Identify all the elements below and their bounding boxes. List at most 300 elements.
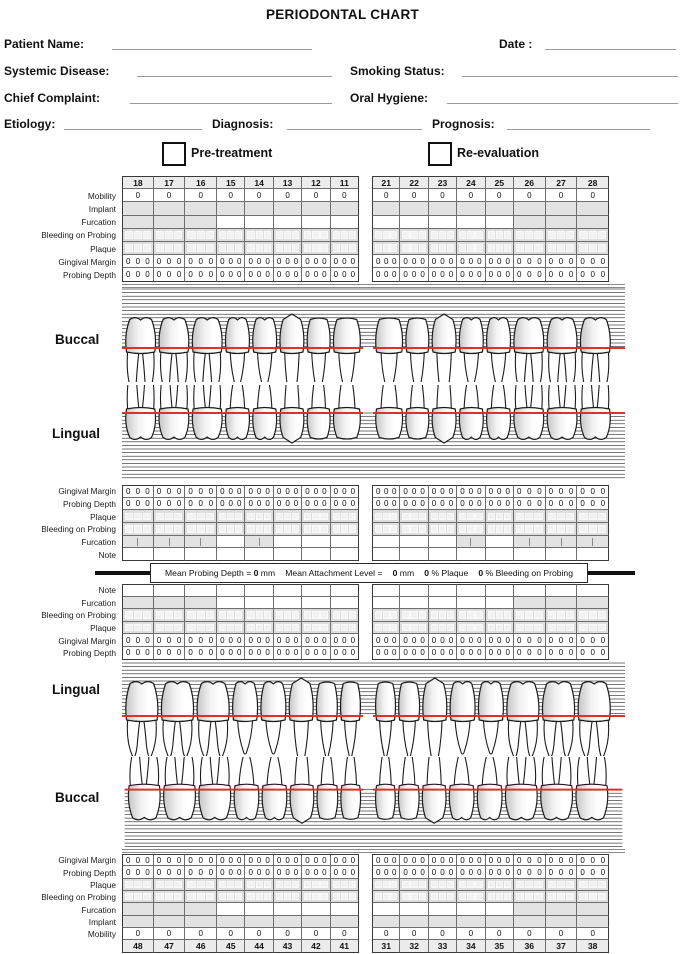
lower_top-probing_depth-45[interactable]: 0 0 0 bbox=[217, 647, 245, 660]
lower_bottom-plaque-38[interactable] bbox=[577, 879, 609, 891]
lower_top-furcation-46[interactable] bbox=[185, 597, 217, 610]
lower_top-gingival_margin-36[interactable]: 0 0 0 bbox=[514, 634, 546, 647]
lower_top-plaque-34[interactable] bbox=[457, 622, 485, 635]
patient-name-field[interactable] bbox=[112, 36, 312, 50]
lower_top-furcation-43[interactable] bbox=[274, 597, 302, 610]
lower_top-bop-41[interactable] bbox=[331, 609, 359, 622]
upper_top-gingival_margin-25[interactable]: 0 0 0 bbox=[486, 255, 514, 268]
upper_bottom-plaque-11[interactable] bbox=[331, 510, 359, 523]
upper_top-furcation-14[interactable] bbox=[245, 216, 273, 229]
upper_bottom-gingival_margin-25[interactable]: 0 0 0 bbox=[486, 485, 514, 498]
lower_top-bop-43[interactable] bbox=[274, 609, 302, 622]
lower_top-bop-34[interactable] bbox=[457, 609, 485, 622]
upper_top-mobility-17[interactable]: 0 bbox=[154, 189, 186, 202]
lower_top-gingival_margin-42[interactable]: 0 0 0 bbox=[302, 634, 330, 647]
upper_top-gingival_margin-28[interactable]: 0 0 0 bbox=[577, 255, 609, 268]
upper_bottom-gingival_margin-15[interactable]: 0 0 0 bbox=[217, 485, 245, 498]
lower_bottom-furcation-34[interactable] bbox=[457, 903, 485, 915]
upper_top-implant-28[interactable] bbox=[577, 202, 609, 215]
upper_top-plaque-25[interactable] bbox=[486, 242, 514, 255]
upper_top-probing_depth-15[interactable]: 0 0 0 bbox=[217, 268, 245, 281]
lower_bottom-furcation-47[interactable] bbox=[154, 903, 186, 915]
lower_top-bop-31[interactable] bbox=[372, 609, 400, 622]
upper_top-gingival_margin-11[interactable]: 0 0 0 bbox=[331, 255, 359, 268]
lower_bottom-gingival_margin-34[interactable]: 0 0 0 bbox=[457, 854, 485, 866]
upper_bottom-note-17[interactable] bbox=[154, 548, 186, 561]
prognosis-field[interactable] bbox=[507, 116, 650, 130]
upper_bottom-note-27[interactable] bbox=[546, 548, 578, 561]
lower_top-furcation-37[interactable] bbox=[546, 597, 578, 610]
upper_bottom-furcation-14[interactable] bbox=[245, 536, 273, 549]
lower_bottom-implant-47[interactable] bbox=[154, 916, 186, 928]
upper_top-bop-18[interactable] bbox=[122, 229, 154, 242]
lower_top-note-43[interactable] bbox=[274, 584, 302, 597]
upper_top-gingival_margin-15[interactable]: 0 0 0 bbox=[217, 255, 245, 268]
upper_bottom-bop-24[interactable] bbox=[457, 523, 485, 536]
upper_top-gingival_margin-22[interactable]: 0 0 0 bbox=[400, 255, 428, 268]
lower_top-note-47[interactable] bbox=[154, 584, 186, 597]
lower_bottom-mobility-47[interactable]: 0 bbox=[154, 928, 186, 940]
upper_bottom-gingival_margin-27[interactable]: 0 0 0 bbox=[546, 485, 578, 498]
lower_top-probing_depth-47[interactable]: 0 0 0 bbox=[154, 647, 186, 660]
lower_top-plaque-35[interactable] bbox=[486, 622, 514, 635]
upper_top-plaque-14[interactable] bbox=[245, 242, 273, 255]
upper_bottom-furcation-22[interactable] bbox=[400, 536, 428, 549]
lower_bottom-implant-45[interactable] bbox=[217, 916, 245, 928]
lower_bottom-gingival_margin-38[interactable]: 0 0 0 bbox=[577, 854, 609, 866]
upper_top-bop-27[interactable] bbox=[546, 229, 578, 242]
upper_top-implant-26[interactable] bbox=[514, 202, 546, 215]
lower_bottom-mobility-46[interactable]: 0 bbox=[185, 928, 217, 940]
lower_top-probing_depth-41[interactable]: 0 0 0 bbox=[331, 647, 359, 660]
upper_top-probing_depth-26[interactable]: 0 0 0 bbox=[514, 268, 546, 281]
upper_bottom-furcation-12[interactable] bbox=[302, 536, 330, 549]
upper_bottom-bop-16[interactable] bbox=[185, 523, 217, 536]
lower_bottom-furcation-32[interactable] bbox=[400, 903, 428, 915]
upper_bottom-gingival_margin-18[interactable]: 0 0 0 bbox=[122, 485, 154, 498]
upper_top-probing_depth-11[interactable]: 0 0 0 bbox=[331, 268, 359, 281]
upper_top-plaque-17[interactable] bbox=[154, 242, 186, 255]
upper_top-plaque-24[interactable] bbox=[457, 242, 485, 255]
lower_bottom-bop-31[interactable] bbox=[372, 891, 400, 903]
lower_top-plaque-46[interactable] bbox=[185, 622, 217, 635]
upper_top-implant-18[interactable] bbox=[122, 202, 154, 215]
upper_bottom-probing_depth-26[interactable]: 0 0 0 bbox=[514, 498, 546, 511]
upper_bottom-bop-11[interactable] bbox=[331, 523, 359, 536]
upper_top-bop-14[interactable] bbox=[245, 229, 273, 242]
lower_bottom-probing_depth-47[interactable]: 0 0 0 bbox=[154, 866, 186, 878]
date-field[interactable] bbox=[545, 36, 676, 50]
upper_top-bop-25[interactable] bbox=[486, 229, 514, 242]
upper_top-bop-26[interactable] bbox=[514, 229, 546, 242]
upper_top-probing_depth-28[interactable]: 0 0 0 bbox=[577, 268, 609, 281]
upper_top-probing_depth-17[interactable]: 0 0 0 bbox=[154, 268, 186, 281]
upper_top-bop-28[interactable] bbox=[577, 229, 609, 242]
upper_bottom-bop-18[interactable] bbox=[122, 523, 154, 536]
lower_bottom-gingival_margin-42[interactable]: 0 0 0 bbox=[302, 854, 330, 866]
upper_bottom-gingival_margin-21[interactable]: 0 0 0 bbox=[372, 485, 400, 498]
upper_top-implant-12[interactable] bbox=[302, 202, 330, 215]
lower_top-gingival_margin-32[interactable]: 0 0 0 bbox=[400, 634, 428, 647]
lower_top-bop-48[interactable] bbox=[122, 609, 154, 622]
upper_top-implant-24[interactable] bbox=[457, 202, 485, 215]
lower_bottom-bop-37[interactable] bbox=[546, 891, 578, 903]
upper_top-probing_depth-21[interactable]: 0 0 0 bbox=[372, 268, 400, 281]
upper_bottom-note-16[interactable] bbox=[185, 548, 217, 561]
lower_top-note-32[interactable] bbox=[400, 584, 428, 597]
lower_top-furcation-33[interactable] bbox=[429, 597, 457, 610]
upper_top-gingival_margin-13[interactable]: 0 0 0 bbox=[274, 255, 302, 268]
upper_top-gingival_margin-23[interactable]: 0 0 0 bbox=[429, 255, 457, 268]
lower_bottom-gingival_margin-41[interactable]: 0 0 0 bbox=[331, 854, 359, 866]
lower_bottom-mobility-48[interactable]: 0 bbox=[122, 928, 154, 940]
lower_bottom-implant-42[interactable] bbox=[302, 916, 330, 928]
lower_bottom-plaque-44[interactable] bbox=[245, 879, 273, 891]
lower_top-plaque-32[interactable] bbox=[400, 622, 428, 635]
lower_bottom-plaque-32[interactable] bbox=[400, 879, 428, 891]
upper_top-plaque-28[interactable] bbox=[577, 242, 609, 255]
upper_top-implant-11[interactable] bbox=[331, 202, 359, 215]
upper_bottom-gingival_margin-26[interactable]: 0 0 0 bbox=[514, 485, 546, 498]
lower_top-gingival_margin-37[interactable]: 0 0 0 bbox=[546, 634, 578, 647]
lower_top-note-35[interactable] bbox=[486, 584, 514, 597]
lower_top-probing_depth-35[interactable]: 0 0 0 bbox=[486, 647, 514, 660]
upper_bottom-plaque-21[interactable] bbox=[372, 510, 400, 523]
lower_bottom-implant-33[interactable] bbox=[429, 916, 457, 928]
lower_top-bop-37[interactable] bbox=[546, 609, 578, 622]
upper_top-plaque-15[interactable] bbox=[217, 242, 245, 255]
lower_top-plaque-31[interactable] bbox=[372, 622, 400, 635]
upper_top-furcation-13[interactable] bbox=[274, 216, 302, 229]
upper_top-mobility-16[interactable]: 0 bbox=[185, 189, 217, 202]
lower_bottom-mobility-31[interactable]: 0 bbox=[372, 928, 400, 940]
upper_top-implant-14[interactable] bbox=[245, 202, 273, 215]
upper_bottom-furcation-17[interactable] bbox=[154, 536, 186, 549]
upper_top-probing_depth-12[interactable]: 0 0 0 bbox=[302, 268, 330, 281]
lower_bottom-plaque-34[interactable] bbox=[457, 879, 485, 891]
upper_bottom-probing_depth-18[interactable]: 0 0 0 bbox=[122, 498, 154, 511]
chief-complaint-field[interactable] bbox=[130, 90, 332, 104]
lower_bottom-plaque-46[interactable] bbox=[185, 879, 217, 891]
lower_top-plaque-45[interactable] bbox=[217, 622, 245, 635]
lower_top-gingival_margin-34[interactable]: 0 0 0 bbox=[457, 634, 485, 647]
lower_bottom-mobility-43[interactable]: 0 bbox=[274, 928, 302, 940]
lower_bottom-plaque-41[interactable] bbox=[331, 879, 359, 891]
upper_bottom-plaque-23[interactable] bbox=[429, 510, 457, 523]
lower_top-gingival_margin-46[interactable]: 0 0 0 bbox=[185, 634, 217, 647]
lower_bottom-furcation-48[interactable] bbox=[122, 903, 154, 915]
lower_bottom-implant-31[interactable] bbox=[372, 916, 400, 928]
lower_top-gingival_margin-38[interactable]: 0 0 0 bbox=[577, 634, 609, 647]
lower_top-note-38[interactable] bbox=[577, 584, 609, 597]
lower_bottom-gingival_margin-31[interactable]: 0 0 0 bbox=[372, 854, 400, 866]
lower_bottom-mobility-32[interactable]: 0 bbox=[400, 928, 428, 940]
upper_top-implant-25[interactable] bbox=[486, 202, 514, 215]
lower_bottom-mobility-44[interactable]: 0 bbox=[245, 928, 273, 940]
lower_top-note-41[interactable] bbox=[331, 584, 359, 597]
lower_bottom-bop-36[interactable] bbox=[514, 891, 546, 903]
upper_bottom-plaque-22[interactable] bbox=[400, 510, 428, 523]
lower_top-gingival_margin-33[interactable]: 0 0 0 bbox=[429, 634, 457, 647]
upper_bottom-furcation-24[interactable] bbox=[457, 536, 485, 549]
upper_top-bop-22[interactable] bbox=[400, 229, 428, 242]
etiology-field[interactable] bbox=[64, 116, 202, 130]
lower_bottom-probing_depth-38[interactable]: 0 0 0 bbox=[577, 866, 609, 878]
lower_bottom-bop-48[interactable] bbox=[122, 891, 154, 903]
upper_top-mobility-25[interactable]: 0 bbox=[486, 189, 514, 202]
lower_bottom-bop-33[interactable] bbox=[429, 891, 457, 903]
lower_top-furcation-45[interactable] bbox=[217, 597, 245, 610]
upper_bottom-gingival_margin-11[interactable]: 0 0 0 bbox=[331, 485, 359, 498]
lower_bottom-mobility-45[interactable]: 0 bbox=[217, 928, 245, 940]
upper_top-probing_depth-14[interactable]: 0 0 0 bbox=[245, 268, 273, 281]
lower_top-furcation-41[interactable] bbox=[331, 597, 359, 610]
upper_top-furcation-18[interactable] bbox=[122, 216, 154, 229]
lower_top-note-46[interactable] bbox=[185, 584, 217, 597]
lower_bottom-implant-32[interactable] bbox=[400, 916, 428, 928]
upper_top-furcation-22[interactable] bbox=[400, 216, 428, 229]
smoking-status-field[interactable] bbox=[462, 63, 678, 77]
lower_bottom-gingival_margin-45[interactable]: 0 0 0 bbox=[217, 854, 245, 866]
lower_bottom-implant-41[interactable] bbox=[331, 916, 359, 928]
lower_top-furcation-34[interactable] bbox=[457, 597, 485, 610]
upper_bottom-bop-12[interactable] bbox=[302, 523, 330, 536]
upper_top-probing_depth-24[interactable]: 0 0 0 bbox=[457, 268, 485, 281]
upper_top-bop-16[interactable] bbox=[185, 229, 217, 242]
upper_top-bop-12[interactable] bbox=[302, 229, 330, 242]
upper_bottom-furcation-23[interactable] bbox=[429, 536, 457, 549]
lower_top-gingival_margin-45[interactable]: 0 0 0 bbox=[217, 634, 245, 647]
upper_bottom-gingival_margin-16[interactable]: 0 0 0 bbox=[185, 485, 217, 498]
upper_bottom-plaque-13[interactable] bbox=[274, 510, 302, 523]
upper_top-probing_depth-23[interactable]: 0 0 0 bbox=[429, 268, 457, 281]
upper_top-implant-13[interactable] bbox=[274, 202, 302, 215]
lower_top-furcation-36[interactable] bbox=[514, 597, 546, 610]
diagnosis-field[interactable] bbox=[287, 116, 422, 130]
lower_top-probing_depth-42[interactable]: 0 0 0 bbox=[302, 647, 330, 660]
lower_bottom-furcation-38[interactable] bbox=[577, 903, 609, 915]
lower_bottom-bop-46[interactable] bbox=[185, 891, 217, 903]
lower_bottom-probing_depth-42[interactable]: 0 0 0 bbox=[302, 866, 330, 878]
lower_bottom-probing_depth-36[interactable]: 0 0 0 bbox=[514, 866, 546, 878]
lower_bottom-plaque-36[interactable] bbox=[514, 879, 546, 891]
lower_top-probing_depth-33[interactable]: 0 0 0 bbox=[429, 647, 457, 660]
lower_top-note-42[interactable] bbox=[302, 584, 330, 597]
upper_bottom-furcation-21[interactable] bbox=[372, 536, 400, 549]
upper_top-mobility-21[interactable]: 0 bbox=[372, 189, 400, 202]
upper_top-mobility-14[interactable]: 0 bbox=[245, 189, 273, 202]
lower_bottom-gingival_margin-47[interactable]: 0 0 0 bbox=[154, 854, 186, 866]
upper_top-plaque-21[interactable] bbox=[372, 242, 400, 255]
upper_top-gingival_margin-14[interactable]: 0 0 0 bbox=[245, 255, 273, 268]
upper_top-probing_depth-25[interactable]: 0 0 0 bbox=[486, 268, 514, 281]
upper_top-mobility-23[interactable]: 0 bbox=[429, 189, 457, 202]
upper_bottom-probing_depth-11[interactable]: 0 0 0 bbox=[331, 498, 359, 511]
upper_top-furcation-28[interactable] bbox=[577, 216, 609, 229]
upper_top-bop-21[interactable] bbox=[372, 229, 400, 242]
upper_top-furcation-27[interactable] bbox=[546, 216, 578, 229]
lower_bottom-furcation-31[interactable] bbox=[372, 903, 400, 915]
lower_top-bop-47[interactable] bbox=[154, 609, 186, 622]
upper_top-bop-15[interactable] bbox=[217, 229, 245, 242]
lower_bottom-gingival_margin-33[interactable]: 0 0 0 bbox=[429, 854, 457, 866]
lower_bottom-furcation-46[interactable] bbox=[185, 903, 217, 915]
upper_bottom-plaque-12[interactable] bbox=[302, 510, 330, 523]
lower_bottom-mobility-37[interactable]: 0 bbox=[546, 928, 578, 940]
upper_top-implant-21[interactable] bbox=[372, 202, 400, 215]
lower_bottom-implant-38[interactable] bbox=[577, 916, 609, 928]
upper_bottom-probing_depth-15[interactable]: 0 0 0 bbox=[217, 498, 245, 511]
upper_bottom-probing_depth-12[interactable]: 0 0 0 bbox=[302, 498, 330, 511]
lower_bottom-bop-43[interactable] bbox=[274, 891, 302, 903]
lower_top-gingival_margin-47[interactable]: 0 0 0 bbox=[154, 634, 186, 647]
upper_bottom-note-11[interactable] bbox=[331, 548, 359, 561]
upper_top-gingival_margin-27[interactable]: 0 0 0 bbox=[546, 255, 578, 268]
lower_bottom-gingival_margin-48[interactable]: 0 0 0 bbox=[122, 854, 154, 866]
upper_bottom-probing_depth-28[interactable]: 0 0 0 bbox=[577, 498, 609, 511]
pretreatment-checkbox[interactable] bbox=[162, 142, 186, 166]
lower_bottom-implant-36[interactable] bbox=[514, 916, 546, 928]
lower_top-probing_depth-44[interactable]: 0 0 0 bbox=[245, 647, 273, 660]
lower_bottom-mobility-34[interactable]: 0 bbox=[457, 928, 485, 940]
lower_bottom-mobility-35[interactable]: 0 bbox=[486, 928, 514, 940]
lower_bottom-probing_depth-33[interactable]: 0 0 0 bbox=[429, 866, 457, 878]
upper_bottom-plaque-24[interactable] bbox=[457, 510, 485, 523]
lower_bottom-gingival_margin-32[interactable]: 0 0 0 bbox=[400, 854, 428, 866]
lower_bottom-plaque-37[interactable] bbox=[546, 879, 578, 891]
upper_bottom-furcation-27[interactable] bbox=[546, 536, 578, 549]
upper_bottom-furcation-26[interactable] bbox=[514, 536, 546, 549]
upper_top-gingival_margin-21[interactable]: 0 0 0 bbox=[372, 255, 400, 268]
upper_top-plaque-27[interactable] bbox=[546, 242, 578, 255]
lower_bottom-furcation-37[interactable] bbox=[546, 903, 578, 915]
lower_bottom-probing_depth-35[interactable]: 0 0 0 bbox=[486, 866, 514, 878]
upper_bottom-bop-26[interactable] bbox=[514, 523, 546, 536]
lower_top-note-36[interactable] bbox=[514, 584, 546, 597]
lower_top-probing_depth-37[interactable]: 0 0 0 bbox=[546, 647, 578, 660]
lower_bottom-furcation-44[interactable] bbox=[245, 903, 273, 915]
lower_top-note-37[interactable] bbox=[546, 584, 578, 597]
lower_top-furcation-35[interactable] bbox=[486, 597, 514, 610]
lower_bottom-gingival_margin-46[interactable]: 0 0 0 bbox=[185, 854, 217, 866]
upper_bottom-furcation-13[interactable] bbox=[274, 536, 302, 549]
upper_bottom-probing_depth-23[interactable]: 0 0 0 bbox=[429, 498, 457, 511]
lower_top-plaque-43[interactable] bbox=[274, 622, 302, 635]
lower_bottom-bop-41[interactable] bbox=[331, 891, 359, 903]
lower_top-bop-46[interactable] bbox=[185, 609, 217, 622]
upper_top-bop-11[interactable] bbox=[331, 229, 359, 242]
upper_top-mobility-18[interactable]: 0 bbox=[122, 189, 154, 202]
lower_top-furcation-47[interactable] bbox=[154, 597, 186, 610]
upper_top-gingival_margin-26[interactable]: 0 0 0 bbox=[514, 255, 546, 268]
lower_bottom-bop-38[interactable] bbox=[577, 891, 609, 903]
upper_top-probing_depth-16[interactable]: 0 0 0 bbox=[185, 268, 217, 281]
upper_top-mobility-24[interactable]: 0 bbox=[457, 189, 485, 202]
lower_top-probing_depth-38[interactable]: 0 0 0 bbox=[577, 647, 609, 660]
lower_top-furcation-38[interactable] bbox=[577, 597, 609, 610]
upper_bottom-probing_depth-13[interactable]: 0 0 0 bbox=[274, 498, 302, 511]
lower_top-plaque-33[interactable] bbox=[429, 622, 457, 635]
lower_top-probing_depth-43[interactable]: 0 0 0 bbox=[274, 647, 302, 660]
lower_top-furcation-48[interactable] bbox=[122, 597, 154, 610]
upper_top-implant-17[interactable] bbox=[154, 202, 186, 215]
lower_bottom-furcation-36[interactable] bbox=[514, 903, 546, 915]
lower_top-probing_depth-32[interactable]: 0 0 0 bbox=[400, 647, 428, 660]
upper_top-gingival_margin-16[interactable]: 0 0 0 bbox=[185, 255, 217, 268]
upper_top-probing_depth-18[interactable]: 0 0 0 bbox=[122, 268, 154, 281]
upper_bottom-gingival_margin-23[interactable]: 0 0 0 bbox=[429, 485, 457, 498]
lower_bottom-bop-35[interactable] bbox=[486, 891, 514, 903]
lower_bottom-implant-34[interactable] bbox=[457, 916, 485, 928]
upper_top-furcation-17[interactable] bbox=[154, 216, 186, 229]
lower_top-furcation-42[interactable] bbox=[302, 597, 330, 610]
lower_bottom-gingival_margin-36[interactable]: 0 0 0 bbox=[514, 854, 546, 866]
upper_bottom-note-21[interactable] bbox=[372, 548, 400, 561]
upper_bottom-bop-15[interactable] bbox=[217, 523, 245, 536]
upper_top-mobility-12[interactable]: 0 bbox=[302, 189, 330, 202]
lower_bottom-implant-46[interactable] bbox=[185, 916, 217, 928]
upper_top-plaque-26[interactable] bbox=[514, 242, 546, 255]
upper_bottom-note-15[interactable] bbox=[217, 548, 245, 561]
upper_bottom-plaque-26[interactable] bbox=[514, 510, 546, 523]
lower_bottom-plaque-48[interactable] bbox=[122, 879, 154, 891]
lower_bottom-mobility-41[interactable]: 0 bbox=[331, 928, 359, 940]
lower_top-probing_depth-34[interactable]: 0 0 0 bbox=[457, 647, 485, 660]
upper_bottom-bop-23[interactable] bbox=[429, 523, 457, 536]
lower_top-plaque-44[interactable] bbox=[245, 622, 273, 635]
upper_bottom-note-26[interactable] bbox=[514, 548, 546, 561]
lower_bottom-bop-47[interactable] bbox=[154, 891, 186, 903]
upper_top-furcation-24[interactable] bbox=[457, 216, 485, 229]
lower_bottom-probing_depth-48[interactable]: 0 0 0 bbox=[122, 866, 154, 878]
upper_bottom-probing_depth-14[interactable]: 0 0 0 bbox=[245, 498, 273, 511]
upper_top-probing_depth-27[interactable]: 0 0 0 bbox=[546, 268, 578, 281]
upper_top-mobility-11[interactable]: 0 bbox=[331, 189, 359, 202]
lower_top-plaque-42[interactable] bbox=[302, 622, 330, 635]
lower_bottom-furcation-43[interactable] bbox=[274, 903, 302, 915]
upper_bottom-probing_depth-22[interactable]: 0 0 0 bbox=[400, 498, 428, 511]
upper_bottom-plaque-18[interactable] bbox=[122, 510, 154, 523]
lower_bottom-probing_depth-44[interactable]: 0 0 0 bbox=[245, 866, 273, 878]
upper_top-mobility-28[interactable]: 0 bbox=[577, 189, 609, 202]
upper_bottom-probing_depth-24[interactable]: 0 0 0 bbox=[457, 498, 485, 511]
upper_bottom-gingival_margin-22[interactable]: 0 0 0 bbox=[400, 485, 428, 498]
lower_top-note-33[interactable] bbox=[429, 584, 457, 597]
lower_top-furcation-32[interactable] bbox=[400, 597, 428, 610]
lower_bottom-gingival_margin-37[interactable]: 0 0 0 bbox=[546, 854, 578, 866]
upper_bottom-bop-25[interactable] bbox=[486, 523, 514, 536]
upper_top-plaque-13[interactable] bbox=[274, 242, 302, 255]
upper_bottom-furcation-16[interactable] bbox=[185, 536, 217, 549]
lower_top-gingival_margin-48[interactable]: 0 0 0 bbox=[122, 634, 154, 647]
upper_top-furcation-16[interactable] bbox=[185, 216, 217, 229]
upper_top-implant-16[interactable] bbox=[185, 202, 217, 215]
upper_bottom-probing_depth-25[interactable]: 0 0 0 bbox=[486, 498, 514, 511]
lower_bottom-furcation-41[interactable] bbox=[331, 903, 359, 915]
upper_bottom-plaque-14[interactable] bbox=[245, 510, 273, 523]
lower_bottom-implant-37[interactable] bbox=[546, 916, 578, 928]
lower_top-gingival_margin-35[interactable]: 0 0 0 bbox=[486, 634, 514, 647]
lower_bottom-implant-44[interactable] bbox=[245, 916, 273, 928]
upper_top-plaque-23[interactable] bbox=[429, 242, 457, 255]
upper_top-implant-15[interactable] bbox=[217, 202, 245, 215]
upper_bottom-note-22[interactable] bbox=[400, 548, 428, 561]
systemic-disease-field[interactable] bbox=[137, 63, 332, 77]
lower_top-probing_depth-48[interactable]: 0 0 0 bbox=[122, 647, 154, 660]
lower_bottom-plaque-42[interactable] bbox=[302, 879, 330, 891]
lower_bottom-mobility-38[interactable]: 0 bbox=[577, 928, 609, 940]
upper_bottom-probing_depth-17[interactable]: 0 0 0 bbox=[154, 498, 186, 511]
